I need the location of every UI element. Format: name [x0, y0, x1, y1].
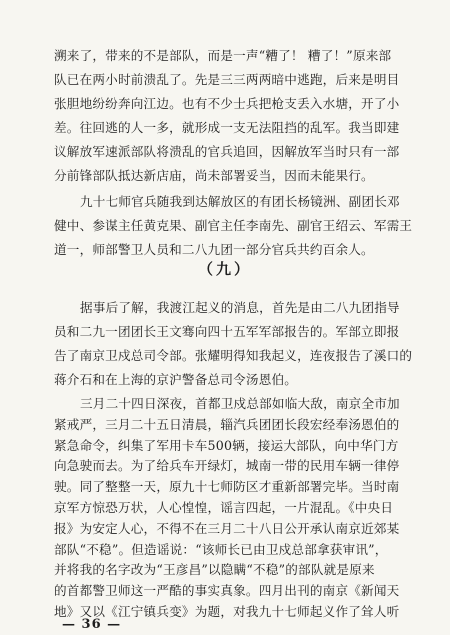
text-line: 健中、参谋主任黄克果、副官主任李南先、副官王绍云、军需王 — [54, 218, 413, 233]
section-heading: （九） — [197, 260, 252, 278]
text-line: 向急驶而去。为了给兵车开绿灯，城南一带的民用车辆一律停 — [54, 458, 400, 474]
page-number: — 36 — — [62, 617, 122, 632]
text-line: 据事后了解，我渡江起义的消息，首先是由二八九团指导 — [80, 300, 400, 315]
text-line: 部队“不稳”。但造谣说：“该师长已由卫戍总部拿获审讯”， — [54, 541, 388, 557]
text-line: 溯来了，带来的不是部队，而是一声“糟了！ 糟了！”原来部 — [54, 48, 392, 63]
text-line: 的首都警卫师这一严酷的事实真象。四月出刊的南京《新闻天 — [54, 583, 400, 599]
text-line: 分前锋部队抵达新店庙，尚未部署妥当，因而未能果行。 — [54, 168, 374, 183]
text-line: 蒋介石和在上海的京沪警备总司令汤恩伯。 — [54, 372, 298, 387]
text-line: 差。往回逃的人一多，就形成一支无法阻挡的乱军。我当即建 — [54, 120, 400, 135]
text-line: 紧戒严，三月二十五日清晨，辎汽兵团团长段宏经奉汤恩伯的 — [54, 416, 400, 432]
text-line: 张胆地纷纷奔向江边。也有不少士兵把枪支丢入水塘，开了小 — [54, 96, 400, 111]
text-line: 队已在两小时前溃乱了。先是三三两两暗中逃跑，后来是明目 — [54, 72, 400, 87]
text-line: 告了南京卫戍总司令部。张耀明得知我起义，连夜报告了溪口的 — [54, 348, 413, 363]
text-line: 京军方惊恐万状，人心惶惶，谣言四起，一片混乱。《中央日 — [54, 500, 394, 515]
text-line: 紧急命令，纠集了军用卡车500辆，接运大部队，向中华门方 — [54, 437, 399, 453]
text-line: 议解放军速派部队将溃乱的官兵追回，因解放军当时只有一部 — [54, 144, 400, 159]
text-line: 并将我的名字改为“王彦昌”以隐瞒“不稳”的部队就是原来 — [54, 562, 375, 578]
text-line: 道一，师部警卫人员和二八九团一部分官兵共约百余人。 — [54, 242, 374, 257]
text-line: 报》为安定人心，不得不在三月二十八日公开承认南京近郊某 — [54, 520, 400, 536]
text-line: 九十七师官兵随我到达解放区的有团长杨镜洲、副团长邓 — [80, 194, 400, 209]
text-line: 地》又以《江宁镇兵变》为题，对我九十七师起义作了耸人听 — [54, 604, 400, 619]
text-line: 三月二十四日深夜，首都卫戍总部如临大敌，南京全市加 — [80, 396, 400, 411]
text-line: 驶。同了整整一天，原九十七师防区才重新部署完毕。当时南 — [54, 479, 400, 495]
text-line: 员和二九一团团长王文骞向四十五军军部报告的。军部立即报 — [54, 324, 400, 339]
